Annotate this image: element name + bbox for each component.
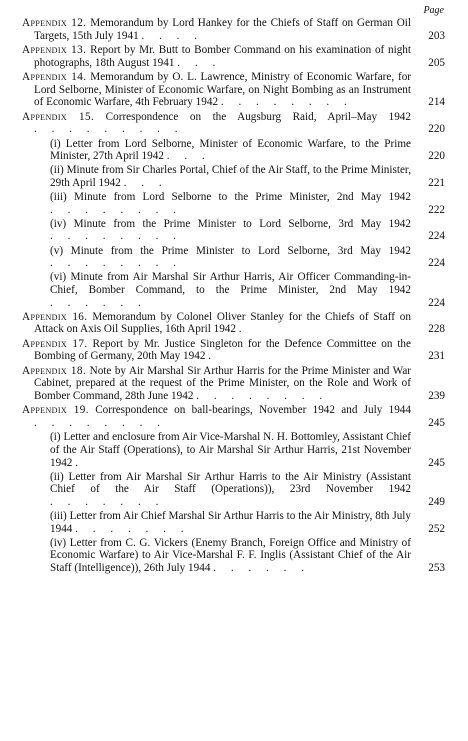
appendix-title: Memorandum by Lord Hankey for the Chiefs of Staff on German Oil Targets, 15th July 1941 xyxy=(34,17,411,42)
page-number: 252 xyxy=(428,522,445,535)
sub-entry xyxy=(50,245,445,270)
appendix-label: Appendix 13. xyxy=(22,43,87,56)
appendix-label: Appendix 17. xyxy=(22,337,88,350)
sub-entry-title: (iv) Letter from C. G. Vickers (Enemy Branch, Foreign Office and Ministry of Economic Warfare) to Air Vice-Marshal F. F. Inglis (Assistant Chief of the Air Staff (Intelligence)), 26th July 1944 xyxy=(50,536,411,575)
leader-dots: . . . . . . . . xyxy=(50,257,182,270)
page-number: 249 xyxy=(428,495,445,508)
page-number: 228 xyxy=(428,323,445,336)
leader-dots: . . . . . . . . xyxy=(50,230,182,243)
page-number: 222 xyxy=(428,203,445,216)
appendix-title: Report by Mr. Justice Singleton for the Defence Committee on the Bombing of Germany, 20th May 1942 xyxy=(34,337,411,363)
sub-entry-title: (iii) Letter from Air Chief Marshal Sir Arthur Harris to the Air Ministry, 8th July 1944 xyxy=(50,510,411,535)
appendix-title: Note by Air Marshal Sir Arthur Harris for the Prime Minister and War Cabinet, prepared at the request of the Prime Minister, on the Role and Work of Bomber Command, 28th June 1942 xyxy=(34,364,412,402)
sub-entry xyxy=(50,431,445,469)
page-number: 253 xyxy=(428,562,445,575)
sub-entry xyxy=(50,271,445,309)
appendix-title: Memorandum by Colonel Oliver Stanley for the Chiefs of Staff on Attack on Axis Oil Supplies, 16th April 1942 xyxy=(34,310,411,336)
page-number: 221 xyxy=(428,176,445,189)
leader-dots: . . . . . . xyxy=(50,296,147,309)
appendix-title: Correspondence on the Augsburg Raid, April–May 1942 xyxy=(105,110,411,123)
sub-entry-title: (ii) Minute from Sir Charles Portal, Chief of the Air Staff, to the Prime Minister, 29th April 1942 xyxy=(50,164,411,189)
sub-entry-title: (i) Letter from Lord Selborne, Minister of Economic Warfare, to the Prime Minister, 27th April 1942 xyxy=(50,137,411,163)
sub-entry xyxy=(50,537,445,575)
appendix-13-entry xyxy=(22,44,445,69)
page-number: 245 xyxy=(428,416,445,429)
leader-dots: . . . xyxy=(123,176,168,189)
appendix-17-entry xyxy=(22,338,445,363)
page-number: 239 xyxy=(428,389,445,402)
page-number: 231 xyxy=(428,350,445,363)
sub-entry xyxy=(50,218,445,243)
leader-dots: . . . . . . . xyxy=(75,522,190,535)
appendix-14-entry xyxy=(22,71,445,109)
sub-entry-title: (ii) Letter from Air Marshal Sir Arthur Harris to the Air Ministry (Assistant Chief of the Air Staff (Operations)), 23rd November 1942 xyxy=(50,470,411,496)
page-number: 205 xyxy=(428,56,445,69)
page-number: 245 xyxy=(428,456,445,469)
page-number: 214 xyxy=(428,96,445,109)
appendix-label: Appendix 12. xyxy=(22,17,87,29)
sub-entry-title: (iv) Minute from the Prime Minister to Lord Selborne, 3rd May 1942 xyxy=(50,217,411,230)
sub-entry-title: (vi) Minute from Air Marshal Sir Arthur Harris, Air Officer Commanding-in-Chief, Bomber Command, to the Prime Minister, 2nd May 1942 xyxy=(50,271,411,297)
appendix-title: Correspondence on ball-bearings, November 1942 and July 1944 xyxy=(95,404,411,417)
leader-dots: . xyxy=(75,456,84,469)
leader-dots: . . . . . . . . xyxy=(34,416,166,429)
appendix-label: Appendix 18. xyxy=(22,364,87,377)
leader-dots: . . . . . . . . . xyxy=(34,123,184,136)
appendix-18-entry xyxy=(22,365,445,403)
sub-entry xyxy=(50,191,445,216)
leader-dots: . . . . . . . . xyxy=(196,389,329,402)
appendix-16-entry xyxy=(22,311,445,336)
page-number: 224 xyxy=(428,257,445,270)
sub-entry-title: (i) Letter and enclosure from Air Vice-Marshal N. H. Bottomley, Assistant Chief of the Air Staff (Operations), to Air Marshal Sir Arthur Harris, 21st November 1942 xyxy=(50,431,411,469)
appendix-19-entry xyxy=(22,404,445,429)
leader-dots: . . . xyxy=(166,150,211,163)
leader-dots: . . . . . . xyxy=(213,562,310,575)
leader-dots: . . . . xyxy=(141,29,204,42)
page-number: 220 xyxy=(428,150,445,163)
page-number: 224 xyxy=(428,230,445,243)
leader-dots: . xyxy=(238,323,248,336)
page-number: 220 xyxy=(428,123,445,136)
leader-dots: . . . . . . . . xyxy=(220,96,353,109)
appendix-title: Report by Mr. Butt to Bomber Command on his examination of night photographs, 18th August 1941 xyxy=(34,43,412,69)
appendix-label: Appendix 14. xyxy=(22,70,87,83)
leader-dots: . . . . . . . xyxy=(50,495,165,508)
page-column-label: Page xyxy=(423,5,444,16)
sub-entry-title: (v) Minute from the Prime Minister to Lord Selborne, 3rd May 1942 xyxy=(50,244,411,257)
sub-entry-title: (iii) Minute from Lord Selborne to the Prime Minister, 2nd May 1942 xyxy=(50,191,411,204)
appendix-label: Appendix 16. xyxy=(22,310,88,323)
sub-entry xyxy=(50,138,445,163)
page-number: 203 xyxy=(428,29,445,42)
appendix-15-entry xyxy=(22,111,445,136)
sub-entry xyxy=(50,471,445,509)
appendix-label: Appendix 19. xyxy=(22,404,89,417)
leader-dots: . xyxy=(208,350,218,363)
appendix-title: Memorandum by O. L. Lawrence, Ministry of Economic Warfare, for Lord Selborne, Minister of Economic Warfare, on Night Bombing as an Instrument of Economic Warfare, 4th February 1942 xyxy=(34,70,412,109)
appendix-label: Appendix 15. xyxy=(22,110,95,123)
sub-entry xyxy=(50,510,445,535)
appendix-12-entry xyxy=(22,17,445,42)
leader-dots: . . . xyxy=(177,56,222,69)
page-number: 224 xyxy=(428,296,445,309)
leader-dots: . . . . . . . . xyxy=(50,203,182,216)
sub-entry xyxy=(50,164,445,189)
contents-list xyxy=(22,17,445,576)
